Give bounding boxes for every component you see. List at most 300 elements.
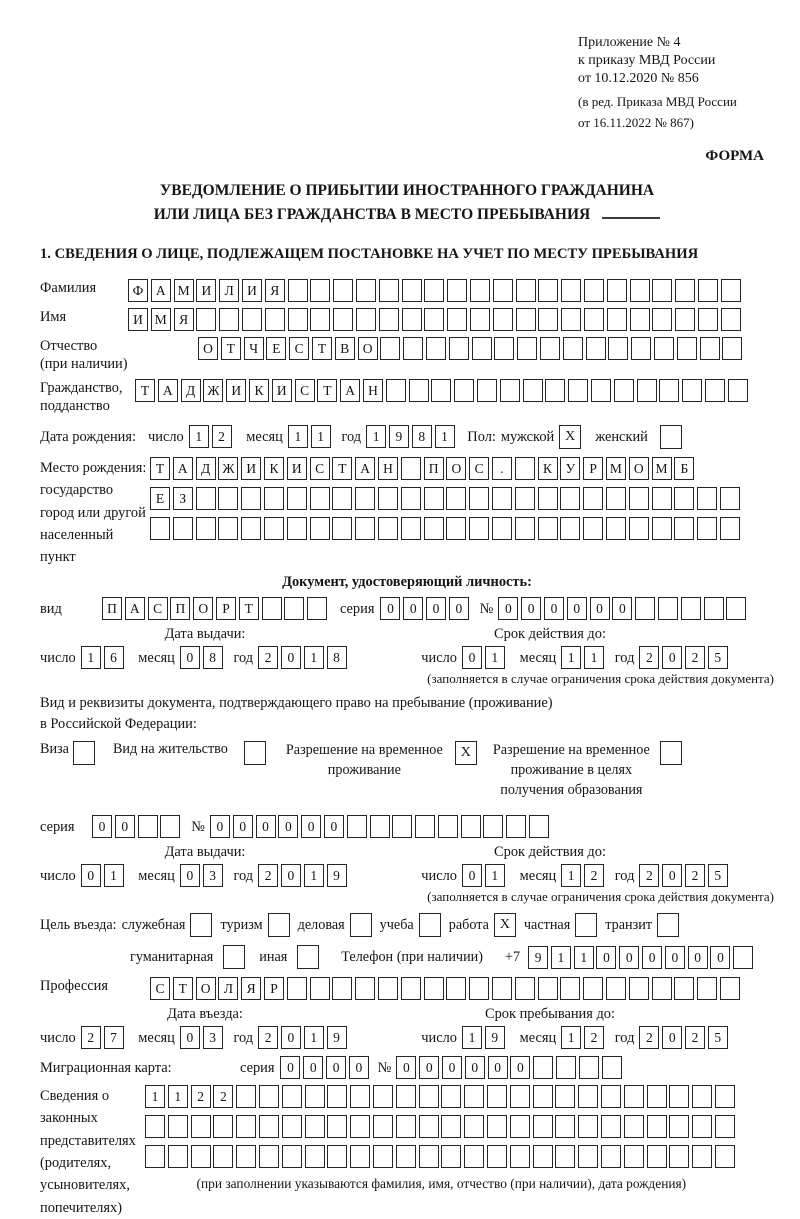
char-cell[interactable] bbox=[630, 308, 650, 331]
char-cell[interactable] bbox=[538, 517, 558, 540]
char-cell[interactable] bbox=[500, 379, 520, 402]
char-cell[interactable]: Е bbox=[266, 337, 286, 360]
char-cell[interactable] bbox=[540, 337, 560, 360]
char-cell[interactable]: 2 bbox=[639, 646, 659, 669]
char-cell[interactable]: 0 bbox=[662, 864, 682, 887]
char-cell[interactable] bbox=[584, 279, 604, 302]
char-cell[interactable] bbox=[415, 815, 435, 838]
char-cell[interactable]: 0 bbox=[115, 815, 135, 838]
char-cell[interactable]: О bbox=[198, 337, 218, 360]
char-cell[interactable]: 0 bbox=[303, 1056, 323, 1079]
purpose-work-checkbox[interactable]: X bbox=[494, 913, 516, 937]
char-cell[interactable]: 0 bbox=[544, 597, 564, 620]
char-cell[interactable]: 1 bbox=[561, 646, 581, 669]
char-cell[interactable] bbox=[356, 308, 376, 331]
char-cell[interactable] bbox=[584, 308, 604, 331]
char-cell[interactable]: 1 bbox=[189, 425, 209, 448]
char-cell[interactable] bbox=[602, 1056, 622, 1079]
char-cell[interactable] bbox=[305, 1145, 325, 1168]
char-cell[interactable] bbox=[631, 337, 651, 360]
char-cell[interactable] bbox=[264, 487, 284, 510]
char-cell[interactable] bbox=[145, 1145, 165, 1168]
char-cell[interactable]: 1 bbox=[288, 425, 308, 448]
char-cell[interactable]: 8 bbox=[327, 646, 347, 669]
char-cell[interactable] bbox=[561, 279, 581, 302]
char-cell[interactable]: К bbox=[538, 457, 558, 480]
char-cell[interactable] bbox=[483, 815, 503, 838]
char-cell[interactable]: С bbox=[295, 379, 315, 402]
char-cell[interactable] bbox=[529, 815, 549, 838]
char-cell[interactable] bbox=[556, 1056, 576, 1079]
char-cell[interactable] bbox=[578, 1115, 598, 1138]
char-cell[interactable]: Я bbox=[174, 308, 194, 331]
char-cell[interactable]: М bbox=[151, 308, 171, 331]
char-cell[interactable] bbox=[168, 1115, 188, 1138]
char-cell[interactable] bbox=[583, 487, 603, 510]
char-cell[interactable] bbox=[355, 517, 375, 540]
char-cell[interactable]: К bbox=[264, 457, 284, 480]
char-cell[interactable] bbox=[721, 279, 741, 302]
char-cell[interactable] bbox=[307, 597, 327, 620]
char-cell[interactable]: 0 bbox=[665, 946, 685, 969]
char-cell[interactable]: 0 bbox=[326, 1056, 346, 1079]
char-cell[interactable]: 3 bbox=[203, 1026, 223, 1049]
char-cell[interactable] bbox=[563, 337, 583, 360]
char-cell[interactable] bbox=[568, 379, 588, 402]
char-cell[interactable] bbox=[560, 517, 580, 540]
char-cell[interactable]: Т bbox=[312, 337, 332, 360]
char-cell[interactable] bbox=[700, 337, 720, 360]
char-cell[interactable]: 9 bbox=[327, 864, 347, 887]
char-cell[interactable]: П bbox=[424, 457, 444, 480]
char-cell[interactable] bbox=[704, 597, 724, 620]
char-cell[interactable]: М bbox=[174, 279, 194, 302]
char-cell[interactable] bbox=[378, 487, 398, 510]
char-cell[interactable] bbox=[659, 379, 679, 402]
purpose-tourism-checkbox[interactable] bbox=[268, 913, 290, 937]
char-cell[interactable]: 9 bbox=[485, 1026, 505, 1049]
char-cell[interactable] bbox=[697, 977, 717, 1000]
char-cell[interactable]: 0 bbox=[180, 864, 200, 887]
char-cell[interactable] bbox=[607, 308, 627, 331]
male-checkbox[interactable]: X bbox=[559, 425, 581, 449]
char-cell[interactable] bbox=[310, 308, 330, 331]
char-cell[interactable]: 0 bbox=[324, 815, 344, 838]
char-cell[interactable] bbox=[288, 279, 308, 302]
char-cell[interactable] bbox=[431, 379, 451, 402]
char-cell[interactable] bbox=[327, 1085, 347, 1108]
char-cell[interactable] bbox=[332, 487, 352, 510]
char-cell[interactable] bbox=[333, 308, 353, 331]
char-cell[interactable]: 0 bbox=[256, 815, 276, 838]
char-cell[interactable]: И bbox=[287, 457, 307, 480]
char-cell[interactable]: 0 bbox=[642, 946, 662, 969]
char-cell[interactable]: Л bbox=[218, 977, 238, 1000]
char-cell[interactable]: 1 bbox=[561, 864, 581, 887]
char-cell[interactable]: 1 bbox=[104, 864, 124, 887]
char-cell[interactable] bbox=[242, 308, 262, 331]
char-cell[interactable] bbox=[464, 1115, 484, 1138]
char-cell[interactable]: 0 bbox=[442, 1056, 462, 1079]
purpose-other-checkbox[interactable] bbox=[297, 945, 319, 969]
char-cell[interactable]: 2 bbox=[639, 864, 659, 887]
char-cell[interactable] bbox=[392, 815, 412, 838]
char-cell[interactable] bbox=[720, 977, 740, 1000]
char-cell[interactable]: О bbox=[193, 597, 213, 620]
char-cell[interactable] bbox=[715, 1145, 735, 1168]
char-cell[interactable]: 2 bbox=[639, 1026, 659, 1049]
char-cell[interactable]: Т bbox=[135, 379, 155, 402]
char-cell[interactable] bbox=[538, 977, 558, 1000]
char-cell[interactable] bbox=[658, 597, 678, 620]
char-cell[interactable]: З bbox=[173, 487, 193, 510]
char-cell[interactable]: 1 bbox=[485, 864, 505, 887]
char-cell[interactable] bbox=[523, 379, 543, 402]
char-cell[interactable] bbox=[378, 977, 398, 1000]
char-cell[interactable] bbox=[652, 279, 672, 302]
char-cell[interactable]: 0 bbox=[498, 597, 518, 620]
char-cell[interactable] bbox=[624, 1145, 644, 1168]
char-cell[interactable] bbox=[674, 487, 694, 510]
purpose-official-checkbox[interactable] bbox=[190, 913, 212, 937]
purpose-private-checkbox[interactable] bbox=[575, 913, 597, 937]
char-cell[interactable]: И bbox=[196, 279, 216, 302]
char-cell[interactable] bbox=[327, 1115, 347, 1138]
char-cell[interactable]: 0 bbox=[180, 646, 200, 669]
char-cell[interactable] bbox=[492, 487, 512, 510]
char-cell[interactable]: А bbox=[151, 279, 171, 302]
char-cell[interactable] bbox=[517, 337, 537, 360]
char-cell[interactable]: Я bbox=[241, 977, 261, 1000]
char-cell[interactable] bbox=[218, 517, 238, 540]
char-cell[interactable] bbox=[284, 597, 304, 620]
char-cell[interactable]: О bbox=[196, 977, 216, 1000]
char-cell[interactable]: И bbox=[128, 308, 148, 331]
char-cell[interactable]: М bbox=[606, 457, 626, 480]
char-cell[interactable] bbox=[305, 1085, 325, 1108]
char-cell[interactable] bbox=[259, 1085, 279, 1108]
residence-permit-checkbox[interactable] bbox=[244, 741, 266, 765]
char-cell[interactable] bbox=[265, 308, 285, 331]
char-cell[interactable] bbox=[516, 308, 536, 331]
char-cell[interactable]: 0 bbox=[281, 646, 301, 669]
char-cell[interactable] bbox=[386, 379, 406, 402]
char-cell[interactable] bbox=[310, 977, 330, 1000]
char-cell[interactable] bbox=[396, 1115, 416, 1138]
char-cell[interactable] bbox=[669, 1085, 689, 1108]
char-cell[interactable]: 1 bbox=[304, 864, 324, 887]
char-cell[interactable]: А bbox=[355, 457, 375, 480]
char-cell[interactable] bbox=[447, 308, 467, 331]
char-cell[interactable] bbox=[624, 1085, 644, 1108]
char-cell[interactable]: С bbox=[150, 977, 170, 1000]
char-cell[interactable]: 0 bbox=[465, 1056, 485, 1079]
char-cell[interactable] bbox=[173, 517, 193, 540]
char-cell[interactable]: 0 bbox=[521, 597, 541, 620]
char-cell[interactable] bbox=[424, 517, 444, 540]
char-cell[interactable] bbox=[698, 279, 718, 302]
char-cell[interactable]: М bbox=[652, 457, 672, 480]
char-cell[interactable] bbox=[333, 279, 353, 302]
char-cell[interactable]: 0 bbox=[688, 946, 708, 969]
char-cell[interactable] bbox=[601, 1115, 621, 1138]
char-cell[interactable] bbox=[487, 1145, 507, 1168]
char-cell[interactable] bbox=[533, 1115, 553, 1138]
char-cell[interactable] bbox=[282, 1145, 302, 1168]
edu-residence-permit-checkbox[interactable] bbox=[660, 741, 682, 765]
char-cell[interactable]: 1 bbox=[311, 425, 331, 448]
char-cell[interactable]: 1 bbox=[561, 1026, 581, 1049]
temp-residence-permit-checkbox[interactable]: X bbox=[455, 741, 477, 765]
char-cell[interactable]: 2 bbox=[685, 864, 705, 887]
char-cell[interactable] bbox=[607, 279, 627, 302]
char-cell[interactable] bbox=[419, 1115, 439, 1138]
char-cell[interactable]: 1 bbox=[584, 646, 604, 669]
char-cell[interactable]: 0 bbox=[710, 946, 730, 969]
char-cell[interactable] bbox=[692, 1085, 712, 1108]
char-cell[interactable]: Т bbox=[332, 457, 352, 480]
char-cell[interactable] bbox=[578, 1145, 598, 1168]
char-cell[interactable]: 2 bbox=[685, 1026, 705, 1049]
char-cell[interactable]: 0 bbox=[396, 1056, 416, 1079]
char-cell[interactable] bbox=[419, 1085, 439, 1108]
char-cell[interactable]: Д bbox=[181, 379, 201, 402]
char-cell[interactable] bbox=[370, 815, 390, 838]
char-cell[interactable]: 0 bbox=[419, 1056, 439, 1079]
char-cell[interactable] bbox=[196, 517, 216, 540]
char-cell[interactable] bbox=[470, 308, 490, 331]
char-cell[interactable]: 0 bbox=[301, 815, 321, 838]
char-cell[interactable] bbox=[538, 487, 558, 510]
char-cell[interactable]: 1 bbox=[366, 425, 386, 448]
char-cell[interactable]: И bbox=[226, 379, 246, 402]
char-cell[interactable] bbox=[332, 977, 352, 1000]
char-cell[interactable] bbox=[310, 487, 330, 510]
char-cell[interactable] bbox=[424, 279, 444, 302]
char-cell[interactable] bbox=[477, 379, 497, 402]
char-cell[interactable]: 5 bbox=[708, 1026, 728, 1049]
char-cell[interactable]: И bbox=[242, 279, 262, 302]
char-cell[interactable] bbox=[396, 1085, 416, 1108]
char-cell[interactable] bbox=[373, 1115, 393, 1138]
char-cell[interactable] bbox=[310, 279, 330, 302]
char-cell[interactable] bbox=[538, 279, 558, 302]
char-cell[interactable]: 8 bbox=[412, 425, 432, 448]
char-cell[interactable]: 1 bbox=[485, 646, 505, 669]
char-cell[interactable] bbox=[682, 379, 702, 402]
char-cell[interactable]: Б bbox=[674, 457, 694, 480]
char-cell[interactable]: 2 bbox=[213, 1085, 233, 1108]
char-cell[interactable] bbox=[150, 517, 170, 540]
char-cell[interactable]: 1 bbox=[574, 946, 594, 969]
char-cell[interactable]: 0 bbox=[662, 646, 682, 669]
char-cell[interactable] bbox=[396, 1145, 416, 1168]
char-cell[interactable] bbox=[446, 517, 466, 540]
char-cell[interactable] bbox=[561, 308, 581, 331]
char-cell[interactable] bbox=[510, 1145, 530, 1168]
char-cell[interactable] bbox=[426, 337, 446, 360]
char-cell[interactable]: 0 bbox=[233, 815, 253, 838]
char-cell[interactable]: Ч bbox=[244, 337, 264, 360]
char-cell[interactable]: 6 bbox=[104, 646, 124, 669]
char-cell[interactable] bbox=[350, 1085, 370, 1108]
char-cell[interactable] bbox=[722, 337, 742, 360]
char-cell[interactable] bbox=[380, 337, 400, 360]
char-cell[interactable] bbox=[373, 1085, 393, 1108]
char-cell[interactable] bbox=[347, 815, 367, 838]
char-cell[interactable]: Ж bbox=[218, 457, 238, 480]
char-cell[interactable] bbox=[327, 1145, 347, 1168]
char-cell[interactable] bbox=[401, 977, 421, 1000]
char-cell[interactable] bbox=[168, 1145, 188, 1168]
char-cell[interactable] bbox=[533, 1085, 553, 1108]
char-cell[interactable]: 9 bbox=[389, 425, 409, 448]
char-cell[interactable]: 1 bbox=[462, 1026, 482, 1049]
char-cell[interactable] bbox=[720, 517, 740, 540]
char-cell[interactable]: 1 bbox=[304, 646, 324, 669]
char-cell[interactable] bbox=[697, 517, 717, 540]
char-cell[interactable]: 0 bbox=[281, 1026, 301, 1049]
char-cell[interactable] bbox=[652, 308, 672, 331]
purpose-business-checkbox[interactable] bbox=[350, 913, 372, 937]
char-cell[interactable] bbox=[720, 487, 740, 510]
char-cell[interactable] bbox=[454, 379, 474, 402]
char-cell[interactable] bbox=[586, 337, 606, 360]
char-cell[interactable] bbox=[356, 279, 376, 302]
char-cell[interactable] bbox=[236, 1085, 256, 1108]
char-cell[interactable] bbox=[419, 1145, 439, 1168]
char-cell[interactable] bbox=[401, 487, 421, 510]
char-cell[interactable]: 0 bbox=[92, 815, 112, 838]
char-cell[interactable] bbox=[160, 815, 180, 838]
char-cell[interactable] bbox=[533, 1056, 553, 1079]
char-cell[interactable]: 0 bbox=[380, 597, 400, 620]
char-cell[interactable]: 2 bbox=[584, 1026, 604, 1049]
char-cell[interactable] bbox=[402, 308, 422, 331]
char-cell[interactable] bbox=[578, 1085, 598, 1108]
char-cell[interactable]: 0 bbox=[510, 1056, 530, 1079]
char-cell[interactable]: В bbox=[335, 337, 355, 360]
char-cell[interactable] bbox=[461, 815, 481, 838]
char-cell[interactable] bbox=[219, 308, 239, 331]
char-cell[interactable] bbox=[447, 279, 467, 302]
char-cell[interactable] bbox=[726, 597, 746, 620]
char-cell[interactable]: 0 bbox=[612, 597, 632, 620]
char-cell[interactable] bbox=[697, 487, 717, 510]
char-cell[interactable] bbox=[629, 977, 649, 1000]
char-cell[interactable]: А bbox=[125, 597, 145, 620]
char-cell[interactable] bbox=[606, 487, 626, 510]
char-cell[interactable]: 9 bbox=[528, 946, 548, 969]
char-cell[interactable]: Т bbox=[221, 337, 241, 360]
char-cell[interactable] bbox=[138, 815, 158, 838]
char-cell[interactable] bbox=[601, 1085, 621, 1108]
char-cell[interactable]: 0 bbox=[81, 864, 101, 887]
char-cell[interactable] bbox=[472, 337, 492, 360]
char-cell[interactable] bbox=[515, 977, 535, 1000]
char-cell[interactable] bbox=[262, 597, 282, 620]
char-cell[interactable] bbox=[492, 977, 512, 1000]
char-cell[interactable] bbox=[494, 337, 514, 360]
char-cell[interactable]: 2 bbox=[81, 1026, 101, 1049]
char-cell[interactable] bbox=[424, 487, 444, 510]
char-cell[interactable]: С bbox=[469, 457, 489, 480]
char-cell[interactable]: Т bbox=[150, 457, 170, 480]
char-cell[interactable] bbox=[287, 977, 307, 1000]
char-cell[interactable] bbox=[698, 308, 718, 331]
char-cell[interactable] bbox=[493, 308, 513, 331]
char-cell[interactable] bbox=[379, 308, 399, 331]
char-cell[interactable] bbox=[487, 1085, 507, 1108]
char-cell[interactable]: 2 bbox=[258, 864, 278, 887]
char-cell[interactable]: 0 bbox=[426, 597, 446, 620]
char-cell[interactable] bbox=[402, 279, 422, 302]
char-cell[interactable] bbox=[560, 487, 580, 510]
char-cell[interactable] bbox=[438, 815, 458, 838]
char-cell[interactable]: 0 bbox=[462, 864, 482, 887]
char-cell[interactable] bbox=[379, 279, 399, 302]
char-cell[interactable] bbox=[401, 457, 421, 480]
char-cell[interactable]: 0 bbox=[449, 597, 469, 620]
char-cell[interactable] bbox=[555, 1085, 575, 1108]
char-cell[interactable]: И bbox=[272, 379, 292, 402]
char-cell[interactable] bbox=[446, 487, 466, 510]
char-cell[interactable] bbox=[449, 337, 469, 360]
char-cell[interactable] bbox=[469, 487, 489, 510]
char-cell[interactable]: 1 bbox=[168, 1085, 188, 1108]
char-cell[interactable] bbox=[591, 379, 611, 402]
char-cell[interactable] bbox=[469, 517, 489, 540]
char-cell[interactable] bbox=[403, 337, 423, 360]
visa-checkbox[interactable] bbox=[73, 741, 95, 765]
char-cell[interactable]: 2 bbox=[212, 425, 232, 448]
char-cell[interactable] bbox=[674, 517, 694, 540]
char-cell[interactable] bbox=[310, 517, 330, 540]
char-cell[interactable] bbox=[510, 1085, 530, 1108]
purpose-humanitarian-checkbox[interactable] bbox=[223, 945, 245, 969]
char-cell[interactable] bbox=[218, 487, 238, 510]
char-cell[interactable] bbox=[282, 1085, 302, 1108]
char-cell[interactable]: К bbox=[249, 379, 269, 402]
char-cell[interactable] bbox=[647, 1145, 667, 1168]
char-cell[interactable]: А bbox=[340, 379, 360, 402]
char-cell[interactable]: 2 bbox=[191, 1085, 211, 1108]
char-cell[interactable] bbox=[647, 1115, 667, 1138]
char-cell[interactable]: П bbox=[170, 597, 190, 620]
char-cell[interactable] bbox=[401, 517, 421, 540]
char-cell[interactable]: 1 bbox=[435, 425, 455, 448]
char-cell[interactable] bbox=[629, 487, 649, 510]
char-cell[interactable] bbox=[624, 1115, 644, 1138]
char-cell[interactable] bbox=[196, 308, 216, 331]
char-cell[interactable] bbox=[305, 1115, 325, 1138]
char-cell[interactable] bbox=[629, 517, 649, 540]
char-cell[interactable]: 0 bbox=[590, 597, 610, 620]
char-cell[interactable] bbox=[355, 977, 375, 1000]
char-cell[interactable] bbox=[282, 1115, 302, 1138]
char-cell[interactable]: Т bbox=[239, 597, 259, 620]
char-cell[interactable] bbox=[236, 1115, 256, 1138]
char-cell[interactable] bbox=[515, 457, 535, 480]
char-cell[interactable] bbox=[555, 1145, 575, 1168]
char-cell[interactable]: 2 bbox=[685, 646, 705, 669]
char-cell[interactable] bbox=[288, 308, 308, 331]
char-cell[interactable] bbox=[259, 1115, 279, 1138]
char-cell[interactable] bbox=[681, 597, 701, 620]
char-cell[interactable] bbox=[350, 1145, 370, 1168]
char-cell[interactable]: Д bbox=[196, 457, 216, 480]
char-cell[interactable] bbox=[145, 1115, 165, 1138]
